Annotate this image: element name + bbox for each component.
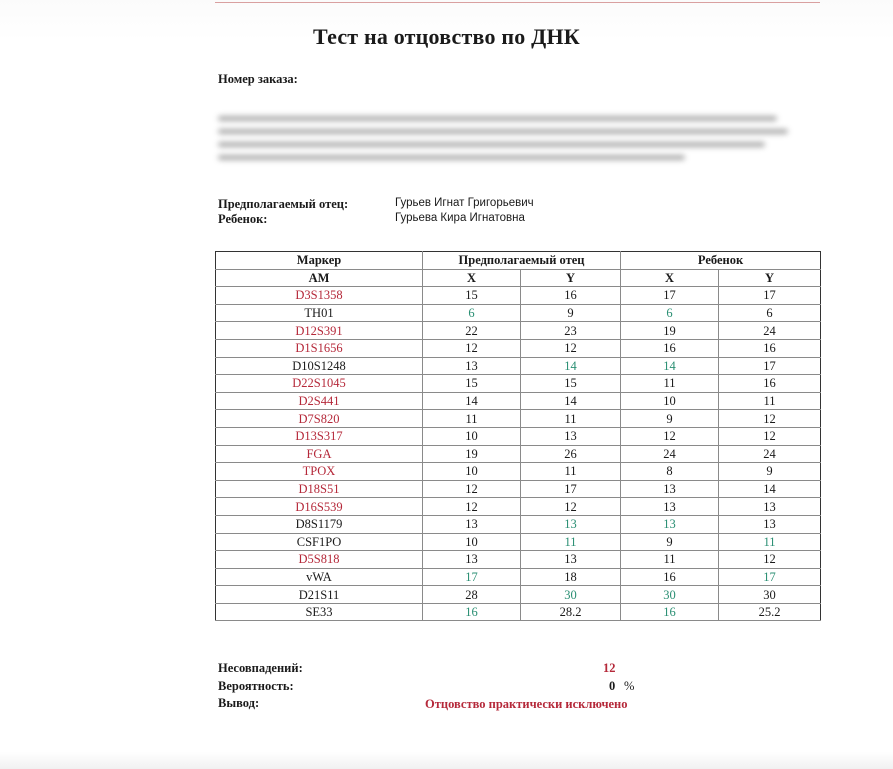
alleged-father-name: Гурьев Игнат Григорьевич — [395, 197, 534, 209]
father-y-cell: 30 — [521, 586, 621, 604]
marker-cell: D16S539 — [216, 498, 423, 516]
father-x-cell: 19 — [423, 445, 521, 463]
table-subheader-row — [216, 269, 821, 287]
child-y-cell: 24 — [719, 445, 821, 463]
marker-cell: D13S317 — [216, 427, 423, 445]
top-rule — [215, 2, 820, 3]
mismatches-label: Несовпадений: — [218, 661, 303, 675]
child-y-cell: 17 — [719, 357, 821, 375]
table-row — [216, 304, 821, 322]
marker-cell: D1S1656 — [216, 339, 423, 357]
child-x-cell: 17 — [621, 287, 719, 305]
father-x-cell: 12 — [423, 480, 521, 498]
child-x-cell: 19 — [621, 322, 719, 340]
marker-cell: D5S818 — [216, 551, 423, 569]
marker-cell: D22S1045 — [216, 375, 423, 393]
father-x-cell: 13 — [423, 515, 521, 533]
table-row — [216, 392, 821, 410]
father-x-cell: 6 — [423, 304, 521, 322]
child-x-cell: 9 — [621, 533, 719, 551]
subheader-father-y: Y — [521, 269, 621, 287]
father-x-cell: 13 — [423, 357, 521, 375]
marker-cell: TH01 — [216, 304, 423, 322]
father-x-cell: 12 — [423, 498, 521, 516]
child-y-cell: 12 — [719, 551, 821, 569]
child-y-cell: 24 — [719, 322, 821, 340]
father-x-cell: 17 — [423, 568, 521, 586]
header-child: Ребенок — [621, 252, 821, 270]
table-header-row — [216, 252, 821, 270]
table-row — [216, 498, 821, 516]
marker-cell: SE33 — [216, 603, 423, 621]
father-y-cell: 12 — [521, 498, 621, 516]
header-father: Предполагаемый отец — [423, 252, 621, 270]
child-y-cell: 17 — [719, 287, 821, 305]
child-y-cell: 12 — [719, 410, 821, 428]
father-y-cell: 11 — [521, 533, 621, 551]
father-x-cell: 14 — [423, 392, 521, 410]
child-y-cell: 12 — [719, 427, 821, 445]
child-x-cell: 24 — [621, 445, 719, 463]
father-x-cell: 12 — [423, 339, 521, 357]
table-row — [216, 322, 821, 340]
table-row — [216, 445, 821, 463]
child-x-cell: 13 — [621, 480, 719, 498]
child-y-cell: 16 — [719, 339, 821, 357]
probability-unit: % — [624, 679, 635, 693]
probability-value: 0 — [609, 679, 616, 693]
father-y-cell: 23 — [521, 322, 621, 340]
document-title: Тест на отцовство по ДНК — [313, 24, 580, 49]
marker-cell: D18S51 — [216, 480, 423, 498]
child-y-cell: 17 — [719, 568, 821, 586]
father-x-cell: 10 — [423, 533, 521, 551]
child-x-cell: 13 — [621, 515, 719, 533]
child-y-cell: 13 — [719, 515, 821, 533]
child-x-cell: 8 — [621, 463, 719, 481]
marker-cell: CSF1PO — [216, 533, 423, 551]
marker-cell: D8S1179 — [216, 515, 423, 533]
child-y-cell: 13 — [719, 498, 821, 516]
marker-cell: TPOX — [216, 463, 423, 481]
conclusion-label: Вывод: — [218, 696, 260, 710]
child-x-cell: 16 — [621, 339, 719, 357]
father-x-cell: 13 — [423, 551, 521, 569]
child-x-cell: 12 — [621, 427, 719, 445]
child-x-cell: 16 — [621, 603, 719, 621]
subheader-father-x: X — [423, 269, 521, 287]
subheader-child-x: X — [621, 269, 719, 287]
father-y-cell: 13 — [521, 427, 621, 445]
child-x-cell: 16 — [621, 568, 719, 586]
father-x-cell: 16 — [423, 603, 521, 621]
marker-cell: D3S1358 — [216, 287, 423, 305]
conclusion-value: Отцовство практически исключено — [425, 697, 628, 711]
marker-cell: D10S1248 — [216, 357, 423, 375]
table-row — [216, 533, 821, 551]
subheader-child-y: Y — [719, 269, 821, 287]
marker-cell: D2S441 — [216, 392, 423, 410]
child-y-cell: 11 — [719, 533, 821, 551]
header-marker: Маркер — [216, 252, 423, 270]
father-y-cell: 16 — [521, 287, 621, 305]
dna-results-table — [215, 251, 821, 621]
marker-cell: vWA — [216, 568, 423, 586]
marker-cell: FGA — [216, 445, 423, 463]
table-body — [216, 287, 821, 621]
father-y-cell: 28.2 — [521, 603, 621, 621]
father-y-cell: 11 — [521, 463, 621, 481]
table-row — [216, 568, 821, 586]
father-y-cell: 11 — [521, 410, 621, 428]
child-y-cell: 25.2 — [719, 603, 821, 621]
father-x-cell: 11 — [423, 410, 521, 428]
table-row — [216, 463, 821, 481]
child-y-cell: 30 — [719, 586, 821, 604]
table-row — [216, 515, 821, 533]
child-x-cell: 30 — [621, 586, 719, 604]
child-label: Ребенок: — [218, 212, 268, 226]
child-x-cell: 10 — [621, 392, 719, 410]
father-y-cell: 14 — [521, 357, 621, 375]
father-y-cell: 13 — [521, 551, 621, 569]
marker-cell: D21S11 — [216, 586, 423, 604]
probability-label: Вероятность: — [218, 679, 294, 693]
child-y-cell: 16 — [719, 375, 821, 393]
table-row — [216, 287, 821, 305]
bottom-edge — [0, 752, 893, 769]
table-row — [216, 410, 821, 428]
father-x-cell: 28 — [423, 586, 521, 604]
father-x-cell: 15 — [423, 375, 521, 393]
child-x-cell: 11 — [621, 375, 719, 393]
mismatches-value: 12 — [603, 661, 616, 675]
marker-cell: D7S820 — [216, 410, 423, 428]
father-y-cell: 18 — [521, 568, 621, 586]
table-row — [216, 586, 821, 604]
table-row — [216, 551, 821, 569]
child-x-cell: 6 — [621, 304, 719, 322]
child-y-cell: 11 — [719, 392, 821, 410]
child-x-cell: 11 — [621, 551, 719, 569]
father-x-cell: 22 — [423, 322, 521, 340]
subheader-marker: AM — [216, 269, 423, 287]
child-y-cell: 6 — [719, 304, 821, 322]
child-x-cell: 13 — [621, 498, 719, 516]
father-y-cell: 9 — [521, 304, 621, 322]
child-y-cell: 14 — [719, 480, 821, 498]
table-row — [216, 339, 821, 357]
table-row — [216, 427, 821, 445]
table-row — [216, 480, 821, 498]
father-y-cell: 13 — [521, 515, 621, 533]
father-y-cell: 15 — [521, 375, 621, 393]
table-row — [216, 375, 821, 393]
child-y-cell: 9 — [719, 463, 821, 481]
marker-cell: D12S391 — [216, 322, 423, 340]
child-x-cell: 9 — [621, 410, 719, 428]
child-name: Гурьева Кира Игнатовна — [395, 212, 525, 224]
redacted-paragraph — [218, 108, 788, 168]
father-y-cell: 14 — [521, 392, 621, 410]
table-row — [216, 357, 821, 375]
alleged-father-label: Предполагаемый отец: — [218, 197, 349, 211]
child-x-cell: 14 — [621, 357, 719, 375]
father-y-cell: 17 — [521, 480, 621, 498]
father-x-cell: 15 — [423, 287, 521, 305]
order-number-label: Номер заказа: — [218, 72, 298, 86]
father-x-cell: 10 — [423, 427, 521, 445]
father-y-cell: 26 — [521, 445, 621, 463]
table-row — [216, 603, 821, 621]
father-x-cell: 10 — [423, 463, 521, 481]
father-y-cell: 12 — [521, 339, 621, 357]
